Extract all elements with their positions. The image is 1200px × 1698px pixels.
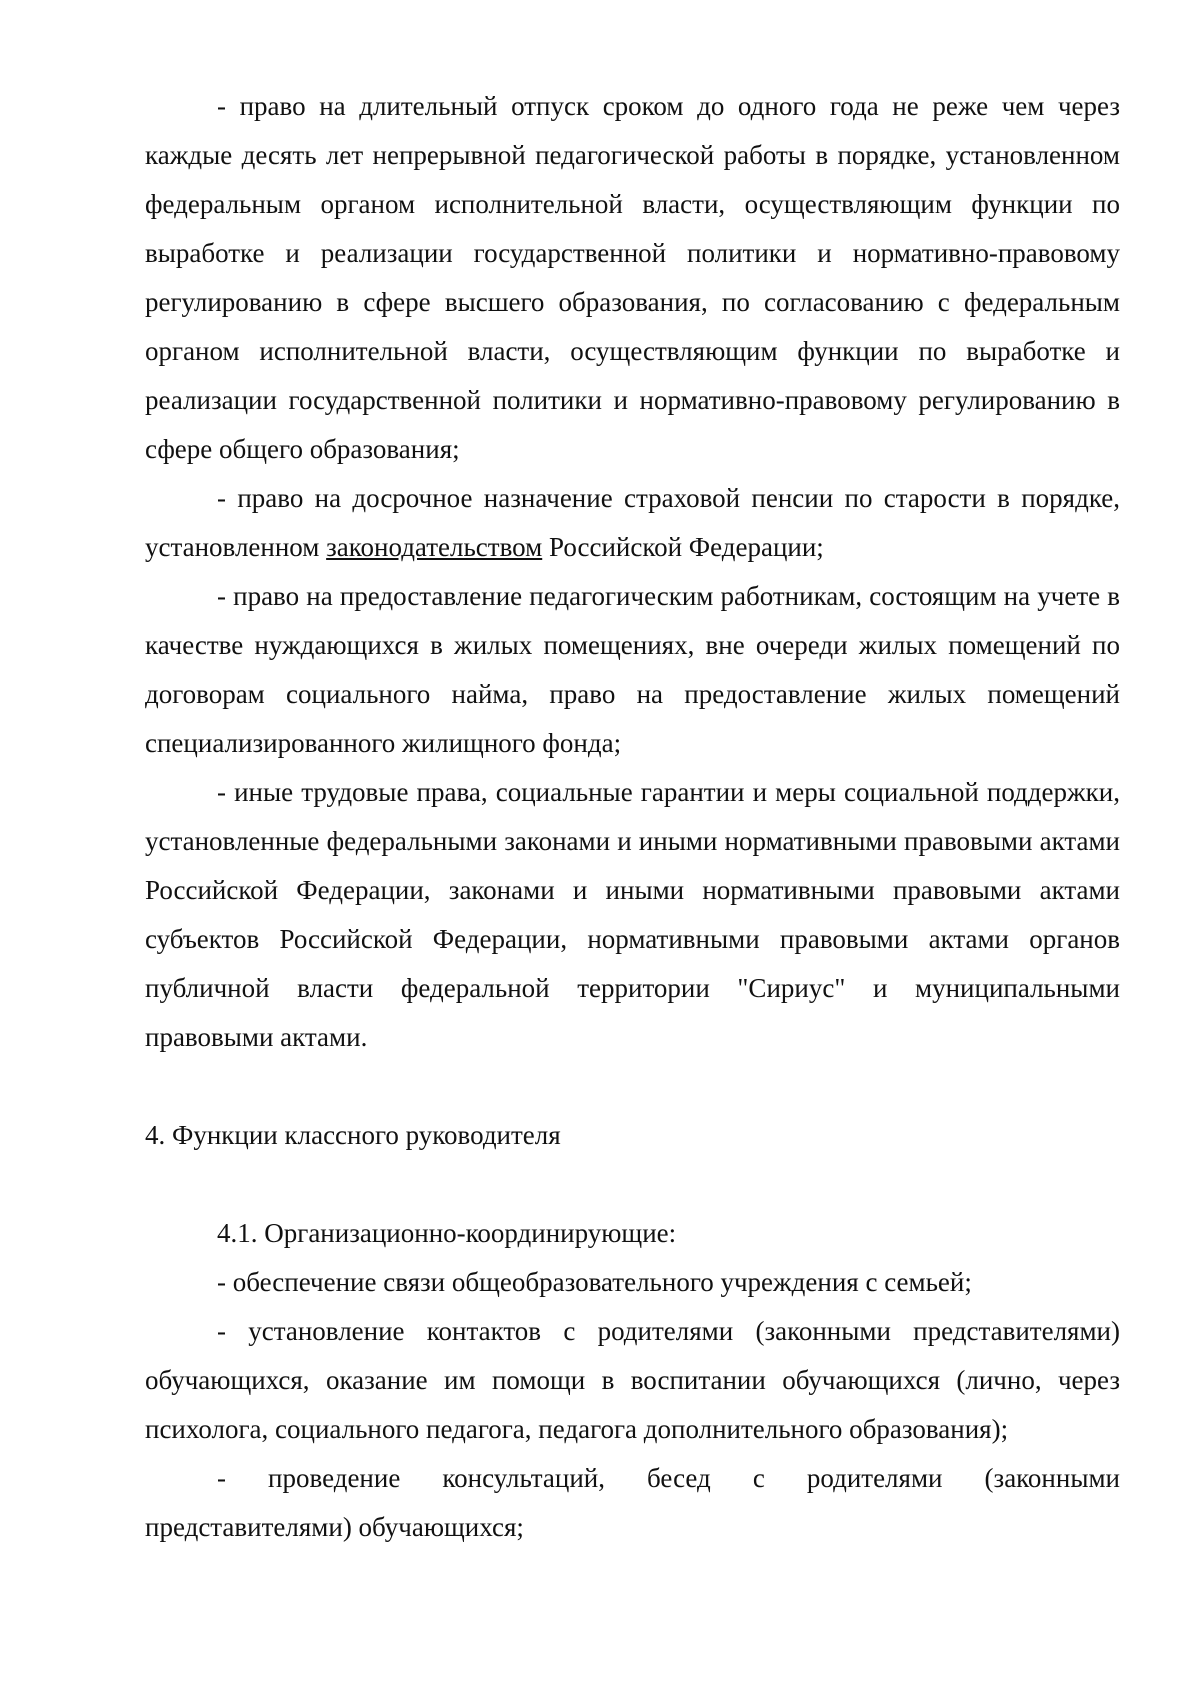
pension-text-before: - право на досрочное назначение страховой пенсии по старости в порядке, установленном [145,483,1120,562]
paragraph-family-link: - обеспечение связи общеобразовательного учреждения с семьей; [217,1267,972,1297]
section-heading: 4. Функции классного руководителя [145,1120,561,1150]
subsection-heading: 4.1. Организационно-координирующие: [217,1218,677,1248]
paragraph-parent-contacts: - установление контактов с родителями (законными представителями) обучающихся, оказание им помощи в воспитании обучающихся (лично, через психолога, социального педагога, педагога дополнительного образования); [145,1316,1120,1444]
paragraph-other-rights: - иные трудовые права, социальные гарантии и меры социальной поддержки, установленные федеральными законами и иными нормативными правовыми актами Российской Федерации, законами и иными нормативными правовыми актами субъектов Российской Федерации, нормативными правовыми актами органов публичной власти федеральной территории "Сириус" и муниципальными правовыми актами. [145,777,1120,1052]
paragraph-long-leave: - право на длительный отпуск сроком до одного года не реже чем через каждые десять лет непрерывной педагогической работы в порядке, установленном федеральным органом исполнительной власти, осуществляющим функции по выработке и реализации государственной политики и нормативно-правовому регулированию в сфере высшего образования, по согласованию с федеральным органом исполнительной власти, осуществляющим функции по выработке и реализации государственной политики и нормативно-правовому регулированию в сфере общего образования; [145,91,1120,464]
paragraph-housing: - право на предоставление педагогическим работникам, состоящим на учете в качестве нуждающихся в жилых помещениях, вне очереди жилых помещений по договорам социального найма, право на предоставление жилых помещений специализированного жилищного фонда; [145,581,1120,758]
legislation-link[interactable]: законодательством [326,532,543,562]
pension-text-after: Российской Федерации; [542,532,824,562]
paragraph-pension [145,474,1120,572]
paragraph-consultations: - проведение консультаций, бесед с родителями (законными представителями) обучающихся; [145,1463,1120,1542]
document-page [145,82,1120,1552]
